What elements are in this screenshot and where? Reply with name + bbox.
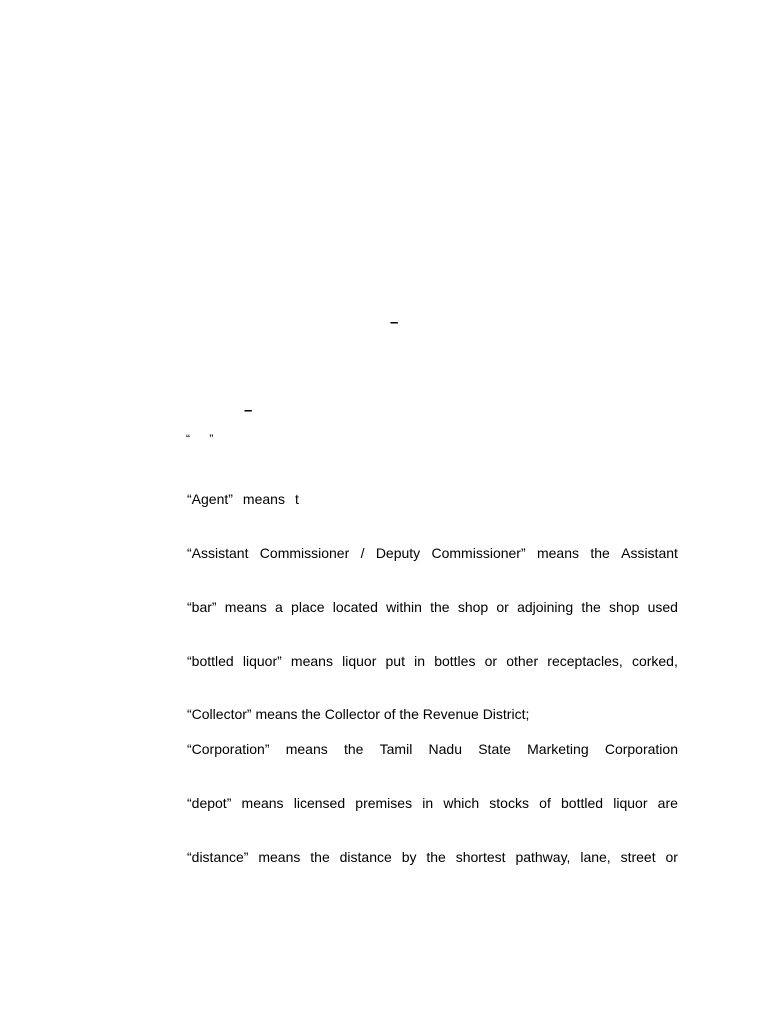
word: State: [478, 741, 511, 757]
word: other: [506, 653, 539, 669]
word: means: [258, 849, 301, 865]
word: within: [386, 599, 422, 615]
word: t: [294, 491, 299, 507]
word: stocks: [489, 795, 529, 811]
definition-line: [187, 740, 678, 758]
word: the: [430, 599, 450, 615]
close-quote: ”: [209, 432, 214, 446]
word: bottles: [434, 653, 476, 669]
word: the: [343, 741, 364, 757]
word: shop: [457, 599, 489, 615]
word: “Assistant: [187, 545, 249, 561]
definition-line: “Collector” means the Collector of the Revenue District;: [187, 706, 530, 722]
word: licensed: [293, 795, 346, 811]
word: or: [484, 653, 498, 669]
word: which: [443, 795, 480, 811]
word: Commissioner: [259, 545, 350, 561]
word: used: [647, 599, 678, 615]
dash-mark: –: [244, 402, 253, 419]
word: “bottled: [187, 653, 234, 669]
word: means: [241, 795, 284, 811]
empty-quotes: [186, 433, 213, 445]
word: distance: [339, 849, 392, 865]
word: in: [422, 795, 434, 811]
word: liquor: [342, 653, 377, 669]
word: shortest: [455, 849, 506, 865]
word: receptacles,: [547, 653, 623, 669]
word: the: [590, 545, 610, 561]
word: Nadu: [428, 741, 462, 757]
word: premises: [355, 795, 413, 811]
word: the: [310, 849, 330, 865]
word: “depot”: [187, 795, 232, 811]
word: pathway,: [515, 849, 571, 865]
word: means: [290, 653, 333, 669]
definition-line: [187, 848, 678, 866]
definition-line: [187, 794, 678, 812]
word: means: [224, 599, 267, 615]
definition-line: [187, 598, 678, 616]
word: “Agent”: [187, 491, 233, 507]
word: located: [332, 599, 378, 615]
word: liquor”: [242, 653, 282, 669]
word: Assistant: [621, 545, 678, 561]
word: bottled: [561, 795, 604, 811]
definition-line: [187, 544, 678, 562]
word: Commissioner”: [431, 545, 526, 561]
dash-mark: –: [390, 314, 399, 331]
word: a: [275, 599, 283, 615]
word: /: [360, 545, 365, 561]
word: shop: [609, 599, 640, 615]
word: “Corporation”: [187, 741, 270, 757]
word: Tamil: [379, 741, 413, 757]
word: street: [620, 849, 656, 865]
word: adjoining: [517, 599, 574, 615]
word: or: [496, 599, 509, 615]
word: means: [242, 491, 285, 507]
word: by: [401, 849, 417, 865]
word: “bar”: [187, 599, 217, 615]
word: place: [291, 599, 325, 615]
word: are: [657, 795, 678, 811]
definition-line: [187, 652, 678, 670]
word: lane,: [580, 849, 611, 865]
definition-line: [187, 490, 678, 508]
word: in: [414, 653, 426, 669]
word: of: [539, 795, 551, 811]
word: Marketing: [527, 741, 589, 757]
word: the: [426, 849, 446, 865]
open-quote: “: [186, 432, 190, 446]
word: put: [385, 653, 405, 669]
word: means: [536, 545, 579, 561]
word: Corporation: [604, 741, 678, 757]
word: or: [665, 849, 678, 865]
word: liquor: [613, 795, 648, 811]
word: Deputy: [375, 545, 421, 561]
word: corked,: [631, 653, 678, 669]
word: means: [285, 741, 328, 757]
word: “distance”: [187, 849, 249, 865]
word: the: [581, 599, 601, 615]
